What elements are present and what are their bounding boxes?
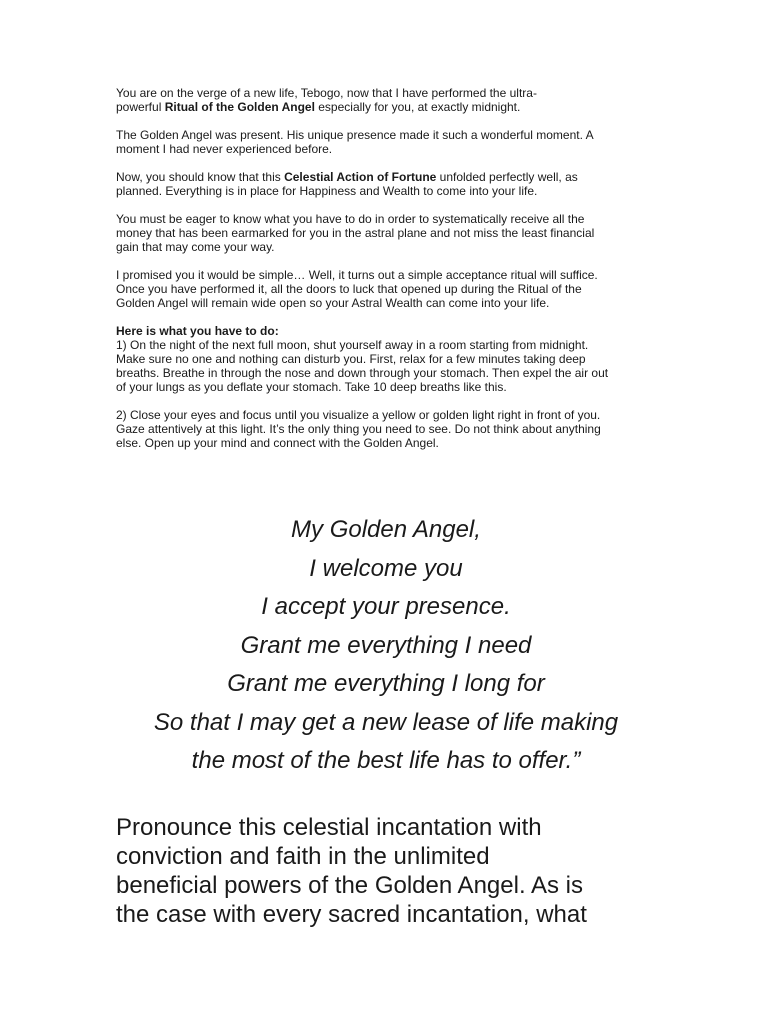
paragraph-text: powerful <box>116 100 165 114</box>
paragraph-line: 1) On the night of the next full moon, shut yourself away in a room starting from midnight. <box>116 338 589 352</box>
paragraph-intro <box>116 86 656 114</box>
paragraph-line: money that has been earmarked for you in the astral plane and not miss the least financial <box>116 226 595 240</box>
paragraph-line: breaths. Breathe in through the nose and down through your stomach. Then expel the air out <box>116 366 609 380</box>
paragraph-fortune <box>116 170 656 198</box>
incantation-line: Grant me everything I need <box>240 631 532 659</box>
paragraph-line: You must be eager to know what you have to do in order to systematically receive all the <box>116 212 585 226</box>
closing-line: conviction and faith in the unlimited <box>116 843 490 870</box>
paragraph-line: The Golden Angel was present. His unique presence made it such a wonderful moment. A <box>116 128 594 142</box>
action-name-bold: Celestial Action of Fortune <box>284 170 437 184</box>
instructions-step-1 <box>116 324 656 394</box>
incantation-line: Grant me everything I long for <box>227 670 545 697</box>
paragraph-line: else. Open up your mind and connect with the Golden Angel. <box>116 436 439 450</box>
incantation-line: So that I may get a new lease of life making <box>153 708 619 736</box>
paragraph-text: especially for you, at exactly midnight. <box>314 100 521 114</box>
paragraph-line: Once you have performed it, all the doors to luck that opened up during the Ritual of the <box>116 282 582 296</box>
letter-body <box>116 86 656 450</box>
paragraph-line: of your lungs as you deflate your stomach. Take 10 deep breaths like this. <box>116 380 507 394</box>
instructions-heading: Here is what you have to do: <box>116 324 279 338</box>
paragraph-text: Now, you should know that this <box>116 170 285 184</box>
incantation-line: My Golden Angel, <box>291 516 481 543</box>
paragraph-promise <box>116 268 656 310</box>
closing-paragraph <box>116 813 661 929</box>
paragraph-line: Golden Angel will remain wide open so your Astral Wealth can come into your life. <box>116 296 550 310</box>
paragraph-eager <box>116 212 656 254</box>
paragraph-line: Make sure no one and nothing can disturb you. First, relax for a few minutes taking deep <box>116 352 586 366</box>
closing-line: beneficial powers of the Golden Angel. As is <box>116 872 583 899</box>
paragraph-line: Gaze attentively at this light. It’s the only thing you need to see. Do not think about anything <box>116 422 601 436</box>
incantation-line: the most of the best life has to offer.” <box>191 747 581 774</box>
paragraph-presence <box>116 128 656 156</box>
document-page <box>116 86 656 928</box>
paragraph-line: gain that may come your way. <box>116 240 275 254</box>
instructions-step-2 <box>116 408 656 450</box>
closing-line: Pronounce this celestial incantation with <box>116 814 542 841</box>
paragraph-line: moment I had never experienced before. <box>116 142 333 156</box>
paragraph-line: planned. Everything is in place for Happiness and Wealth to come into your life. <box>116 184 538 198</box>
closing-line: the case with every sacred incantation, what <box>116 901 587 928</box>
ritual-name-bold: Ritual of the Golden Angel <box>164 100 315 114</box>
paragraph-line: You are on the verge of a new life, Tebogo, now that I have performed the ultra- <box>116 86 537 100</box>
incantation-line: I welcome you <box>309 554 463 582</box>
paragraph-line: I promised you it would be simple… Well, it turns out a simple acceptance ritual will suffice. <box>116 268 598 282</box>
paragraph-line: 2) Close your eyes and focus until you visualize a yellow or golden light right in front of you. <box>116 408 601 422</box>
paragraph-text: unfolded perfectly well, as <box>436 170 578 184</box>
incantation-block <box>116 511 656 781</box>
incantation-line: I accept your presence. <box>261 593 511 620</box>
